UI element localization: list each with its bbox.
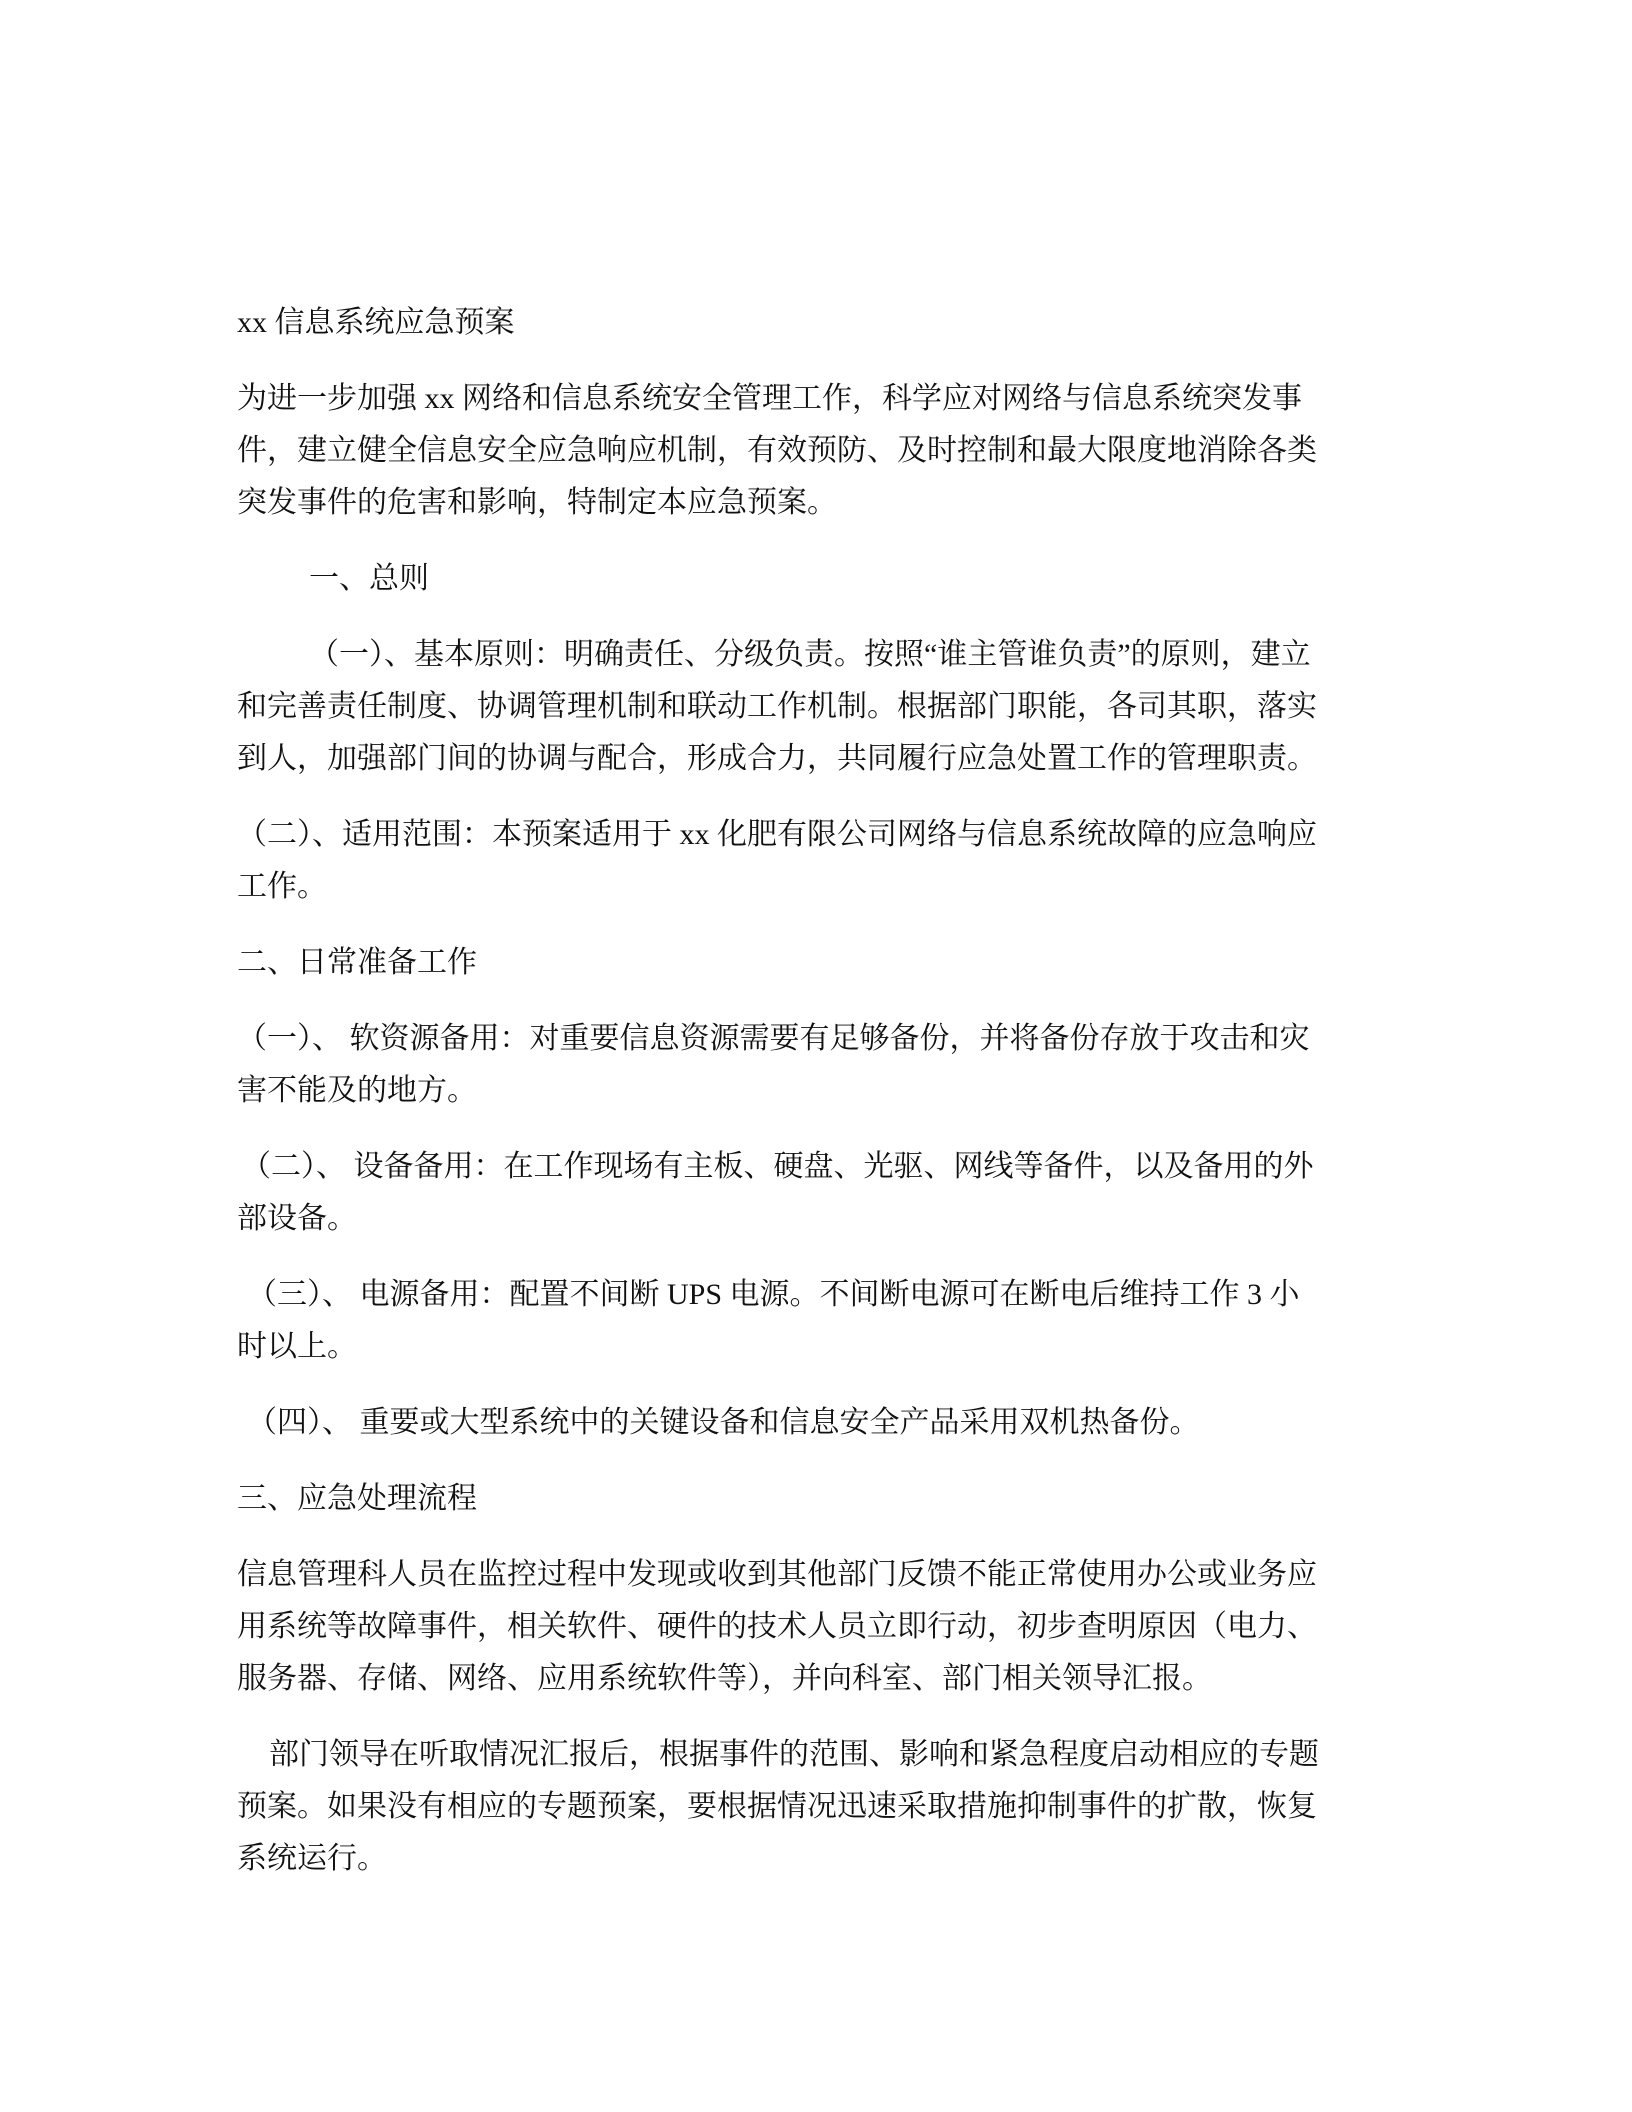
text-line: （三）、 电源备用：配置不间断 UPS 电源。不间断电源可在断电后维持工作 3 小 bbox=[247, 1278, 1300, 1311]
text-line: （一）、基本原则：明确责任、分级负责。按照“谁主管谁负责”的原则，建立 bbox=[309, 638, 1311, 671]
document-body bbox=[237, 297, 1397, 1909]
text-line: 用系统等故障事件，相关软件、硬件的技术人员立即行动，初步查明原因（电力、 bbox=[237, 1610, 1317, 1643]
text-line: 部设备。 bbox=[237, 1202, 357, 1235]
text-line: （二）、 设备备用：在工作现场有主板、硬盘、光驱、网线等备件，以及备用的外 bbox=[241, 1150, 1314, 1183]
hot-standby-paragraph bbox=[237, 1397, 1397, 1449]
detection-paragraph bbox=[237, 1549, 1397, 1705]
text-line: 信息管理科人员在监控过程中发现或收到其他部门反馈不能正常使用办公或业务应 bbox=[237, 1558, 1317, 1591]
text-line: 到人，加强部门间的协调与配合，形成合力，共同履行应急处置工作的管理职责。 bbox=[237, 742, 1317, 775]
text-line: 件，建立健全信息安全应急响应机制，有效预防、及时控制和最大限度地消除各类 bbox=[237, 434, 1317, 467]
text-line: 预案。如果没有相应的专题预案，要根据情况迅速采取措施抑制事件的扩散，恢复 bbox=[237, 1790, 1317, 1823]
document-title bbox=[237, 297, 1397, 349]
text-line: 时以上。 bbox=[237, 1330, 357, 1363]
text-line: 部门领导在听取情况汇报后，根据事件的范围、影响和紧急程度启动相应的专题 bbox=[269, 1738, 1319, 1771]
scope-paragraph bbox=[237, 809, 1397, 913]
text-line: 工作。 bbox=[237, 870, 327, 903]
text-line: 为进一步加强 xx 网络和信息系统安全管理工作，科学应对网络与信息系统突发事 bbox=[237, 382, 1302, 415]
text-line: 服务器、存储、网络、应用系统软件等），并向科室、部门相关领导汇报。 bbox=[237, 1662, 1212, 1695]
response-paragraph bbox=[237, 1729, 1397, 1885]
text-line: 和完善责任制度、协调管理机制和联动工作机制。根据部门职能，各司其职，落实 bbox=[237, 690, 1317, 723]
text-line: 害不能及的地方。 bbox=[237, 1074, 477, 1107]
text-line: （二）、适用范围：本预案适用于 xx 化肥有限公司网络与信息系统故障的应急响应 bbox=[237, 818, 1317, 851]
text-line: 突发事件的危害和影响，特制定本应急预案。 bbox=[237, 486, 837, 519]
heading-line: 一、总则 bbox=[309, 562, 429, 595]
power-backup-paragraph bbox=[237, 1269, 1397, 1373]
text-line: 系统运行。 bbox=[237, 1842, 387, 1875]
section-heading-emergency-process bbox=[237, 1473, 1397, 1525]
section-heading-general bbox=[237, 553, 1397, 605]
intro-paragraph bbox=[237, 373, 1397, 529]
title-line: xx 信息系统应急预案 bbox=[237, 306, 515, 339]
heading-line: 三、应急处理流程 bbox=[237, 1482, 477, 1515]
section-heading-daily-preparation bbox=[237, 937, 1397, 989]
text-line: （四）、 重要或大型系统中的关键设备和信息安全产品采用双机热备份。 bbox=[247, 1406, 1200, 1439]
text-line: （一）、 软资源备用：对重要信息资源需要有足够备份，并将备份存放于攻击和灾 bbox=[237, 1022, 1310, 1055]
basic-principles-paragraph bbox=[237, 629, 1397, 785]
software-backup-paragraph bbox=[237, 1013, 1397, 1117]
heading-line: 二、日常准备工作 bbox=[237, 946, 477, 979]
equipment-backup-paragraph bbox=[237, 1141, 1397, 1245]
